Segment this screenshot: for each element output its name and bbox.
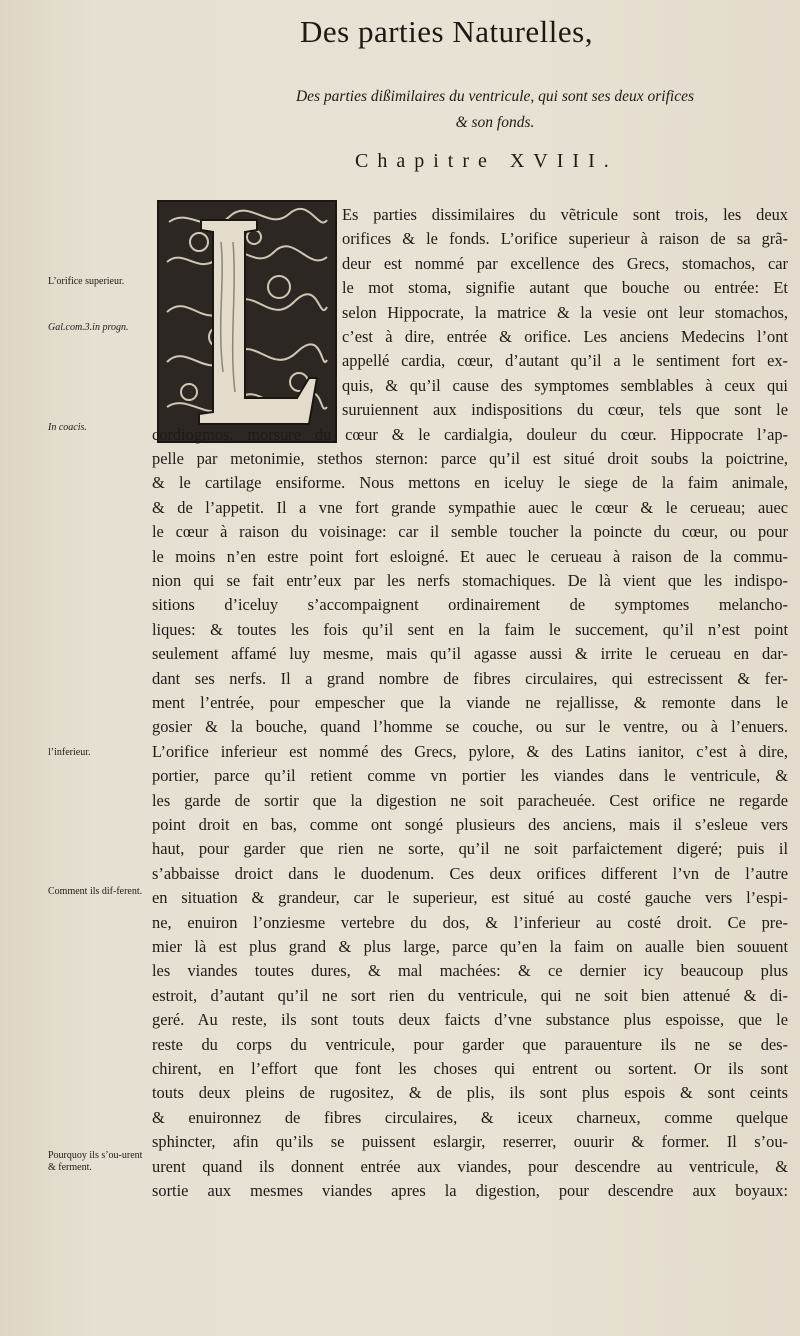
body-line: le mot stoma, signifie autant que bouche ou entrée: Et — [342, 278, 788, 298]
body-line: ne, enuiron l’onziesme vertebre du dos, & l’inferieur au costé droit. Ce pre- — [152, 912, 788, 932]
body-line: chirent, en l’effort que font les choses qui entrent ou sortent. Or ils sont — [152, 1059, 788, 1078]
body-line: c’est à dire, entrée & orifice. Les anciens Medecins l’ont — [342, 327, 788, 346]
body-line: s’abbaisse droict dans le duodenum. Ces deux orifices different l’vn de l’autre — [152, 863, 788, 883]
body-line: ment l’entrée, pour empescher que la viande ne rejallisse, & remonte dans le — [152, 693, 788, 712]
body-line: liques: & toutes les fois qu’il sent en la faim le succement, qu’il n’est point — [152, 619, 788, 639]
body-line: les garde de sortir que la digestion ne soit paracheuée. Cest orifice ne regarde — [152, 790, 788, 810]
body-line: nion qui se fait entr’eux par les nerfs stomachiques. De là vient que les indispo- — [152, 571, 788, 590]
chapter-heading: Chapitre XVIII. — [355, 150, 618, 172]
running-header: Des parties Naturelles, — [300, 14, 593, 49]
body-line: cordiogmos, morsure du cœur & le cardialgia, douleur du cœur. Hippocrate l’ap- — [152, 424, 788, 444]
body-line: mier là est plus grand & plus large, parce qu’en la faim on aualle bien souuent — [152, 937, 788, 956]
margin-note: Gal.com.3.in progn. — [48, 322, 129, 333]
body-line: estroit, d’autant qu’il ne sort rien du ventricule, qui ne soit bien attenué & di- — [152, 985, 788, 1005]
body-line: sitions d’iceluy s’accompaignent ordinairement de symptomes melancho- — [152, 595, 788, 615]
margin-note: L’orifice superieur. — [48, 276, 125, 287]
body-line: sortie aux mesmes viandes apres la digestion, pour descendre aux boyaux: — [152, 1181, 788, 1200]
body-line: pelle par metonimie, stethos sternon: parce qu’il est situé droit soubs la poictrine, — [152, 449, 788, 468]
body-line: portier, parce qu’il retient comme vn portier les viandes dans le ventricule, & — [152, 766, 788, 786]
body-line: gosier & la bouche, quand l’homme se couche, ou sur le ventre, ou à l’enuers. — [152, 717, 788, 737]
body-line: appellé cardia, cœur, d’autant qu’il a le sentiment fort ex- — [342, 351, 788, 371]
body-line: & le cartilage ensiforme. Nous mettons en iceluy le siege de la faim animale, — [152, 473, 788, 493]
body-line: Es parties dissimilaires du vẽtricule sont trois, les deux — [342, 205, 788, 224]
body-line: en situation & grandeur, car le superieur, est situé au costé gauche vers l’espi- — [152, 888, 788, 908]
body-line: quis, & qu’il cause des symptomes semblables à ceux qui — [342, 375, 788, 395]
body-line: le moins n’en estre point fort esloigné. Et auec le cerueau à raison de la commu- — [152, 546, 788, 566]
body-line: sphincter, afin qu’ils se puissent eslargir, reserrer, ouurir & former. Il s’ou- — [152, 1132, 788, 1152]
body-line: reste du corps du ventricule, pour garder que parauenture ils ne se des- — [152, 1034, 788, 1054]
body-line: haut, pour garder que rien ne sorte, qu’il ne soit parfaictement digeré; puis il — [152, 839, 788, 859]
body-line: point droit en bas, comme ont songé plusieurs des anciens, mais il s’esleue vers — [152, 815, 788, 834]
body-line: urent quand ils donnent entrée aux viandes, pour descendre au ventricule, & — [152, 1156, 788, 1176]
body-line: les viandes toutes dures, & mal machées: & ce dernier icy beaucoup plus — [152, 961, 788, 981]
margin-note: Comment ils dif-ferent. — [48, 886, 143, 897]
body-line: selon Hippocrate, la matrice & la vesie ont leur stomachos, — [342, 302, 788, 322]
body-line: L’orifice inferieur est nommé des Grecs, pylore, & des Latins ianitor, c’est à dire, — [152, 741, 788, 761]
body-line: le cœur à raison du voisinage: car il semble toucher la poincte du cœur, ou pour — [152, 522, 788, 542]
body-line: dant ses nerfs. Il a grand nombre de fibres circulaires, qui estrecissent & fer- — [152, 668, 788, 688]
subtitle-line-1: Des parties dißimilaires du ventricule, qui sont ses deux orifices — [295, 88, 695, 105]
body-line: & de l’appetit. Il a vne fort grande sympathie auec le cœur & le cerueau; auec — [152, 497, 788, 517]
subtitle-line-2: & son fonds. — [455, 114, 535, 131]
body-line: geré. Au reste, ils sont touts deux faicts d’vne substance plus espoisse, que le — [152, 1010, 788, 1030]
margin-note: In coacis. — [48, 422, 87, 433]
body-line: & enuironnez de fibres circulaires, & iceux charneux, comme quelque — [152, 1107, 788, 1127]
section-subtitle — [255, 84, 735, 136]
body-line: seulement affamé luy mesme, mais qu’il agasse aussi & irrite le cerueau en dar- — [152, 644, 788, 664]
body-line: touts deux pleins de rugositez, & de plis, ils sont plus espois & sont ceints — [152, 1083, 788, 1103]
body-line: orifices & le fonds. L’orifice superieur à raison de sa grã- — [342, 229, 788, 249]
margin-note: l’inferieur. — [48, 747, 91, 758]
body-line: suruiennent aux indispositions du cœur, tels que sont le — [342, 400, 788, 420]
decorated-initial-L-icon — [157, 200, 337, 443]
body-line: deur est nommé par excellence des Grecs, stomachos, car — [342, 253, 788, 273]
margin-note: Pourquoy ils s’ou-urent & ferment. — [48, 1150, 143, 1173]
